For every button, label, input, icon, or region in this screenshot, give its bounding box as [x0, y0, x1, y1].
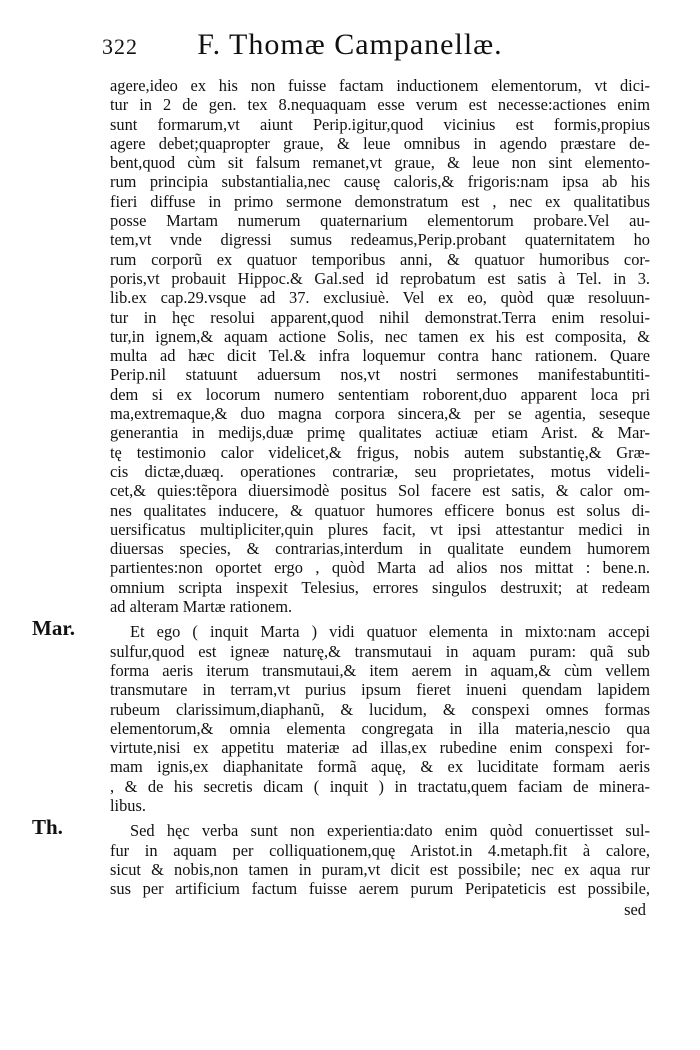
text-line: diuersas species, & contrarias,interdum in qualitate eundem humorem — [110, 539, 650, 559]
text-line: lib.ex cap.29.vsque ad 37. exclusiuè. Vel ex eo, quòd quæ resoluun- — [110, 288, 650, 308]
text-line: tur in hęc resolui apparent,quod nihil demonstrat.Terra enim resolui- — [110, 307, 650, 327]
text-line: fieri diffuse in primo sermone demonstratum est , nec ex qualitatibus — [110, 191, 650, 211]
text-line: sunt formarum,vt aiunt Perip.igitur,quod vicinius est formis,propius — [110, 114, 650, 134]
speaker-label: Th. — [32, 815, 63, 840]
text-line: Et ego ( inquit Marta ) vidi quatuor elementa in mixto:nam accepi — [130, 622, 650, 642]
paragraph — [32, 815, 650, 899]
text-line: agere debet;quapropter graue, & leue omnibus in agendo præstare de- — [110, 133, 650, 153]
text-line: sulfur,quod est igneæ naturę,& transmutaui in aquam puram: quã sub — [110, 641, 650, 661]
running-head — [40, 28, 660, 68]
text-line: nes qualitates inducere, & quatuor humores efficere bonus est solus di- — [110, 500, 650, 520]
text-line: rum principia substantialia,nec causę caloris,& frigoris:nam ipsa ab his — [110, 172, 650, 192]
main-text — [32, 76, 650, 920]
text-line: elementorum,& omnia elementa congregata in illa materia,nescio qua — [110, 718, 650, 738]
text-line: generantia in medijs,duæ primę qualitates actiuæ etiam Arist. & Mar- — [110, 423, 650, 443]
text-line: ad alteram Martæ rationem. — [110, 597, 293, 617]
text-line: mam ignis,ex diaphanitate formã aquę, & ex luciditate formam aeris — [110, 757, 650, 777]
text-line: rum corporũ ex quatuor temporibus anni, & quatuor humoribus cor- — [110, 249, 650, 269]
text-line: virtute,nisi ex appetitu materiæ ad illas,ex rubedine enim conspexi for- — [110, 738, 650, 758]
catchword: sed — [624, 900, 646, 920]
text-line: multa ad hæc dicit Tel.& infra loquemur contra hanc rationem. Quare — [110, 346, 650, 366]
text-line: posse Martam numerum quaternarium elementorum probare.Vel au- — [110, 211, 650, 231]
text-line: ma,extremaque,& duo magna corpora sincera,& per se agentia, seseque — [110, 404, 650, 424]
text-line: rubeum clarissimum,diaphanũ, & lucidum, & conspexi omnes formas — [110, 699, 650, 719]
running-title: F. Thomæ Campanellæ. — [197, 28, 503, 61]
paragraph — [32, 616, 650, 815]
text-line: forma aeris iterum transmutaui,& item aerem in aquam,& cùm vellem — [110, 660, 650, 680]
text-line: libus. — [110, 795, 146, 815]
page-number: 322 — [102, 34, 138, 59]
text-line: tę testimonio calor videlicet,& frigus, nobis autem substantię,& Græ- — [110, 442, 650, 462]
text-line: tur in 2 de gen. tex 8.nequaquam esse verum est necesse:actiones enim — [110, 95, 650, 115]
text-line: bent,quod cùm sit falsum remanet,vt graue, & leue non sint elemento- — [110, 153, 650, 173]
text-line: fur in aquam per colliquationem,quę Aristot.in 4.metaph.fit à calore, — [110, 840, 650, 860]
text-line: tur,in ignem,& aquam actione Solis, nec tamen ex his est composita, & — [110, 326, 650, 346]
text-line: dem si ex locorum numero sententiam roborent,duo apparent loca pri — [110, 384, 650, 404]
text-line: Perip.nil statuunt aduersum nos,vt nostri sermones manifestabuntiti- — [110, 365, 650, 385]
text-line: agere,ideo ex his non fuisse factam inductionem elementorum, vt dici- — [110, 76, 650, 95]
paragraph — [110, 76, 650, 616]
text-line: , & de his secretis dicam ( inquit ) in tractatu,quem faciam de minera- — [110, 776, 650, 796]
text-line: partientes:non oportet ergo , quòd Marta ad alios nos mittat : bene.n. — [110, 558, 650, 578]
text-line: Sed hęc verba sunt non experientia:dato enim quòd conuertisset sul- — [130, 821, 650, 841]
speaker-label: Mar. — [32, 616, 75, 641]
text-line: uersificatus multipliciter,quin plures facit, vt ipsi attestantur medici in — [110, 519, 650, 539]
text-line: cet,& quies:tẽpora diuersimodè positus Sol facere est satis, & calor om- — [110, 481, 650, 501]
text-line: poris,vt probauit Hippoc.& Gal.sed id reprobatum est satis à Tel. in 3. — [110, 268, 650, 288]
text-line: sus per artificium factum fuisse aerem purum Peripateticis est possibile, — [110, 879, 650, 899]
text-line: omnium scripta inspexit Telesius, errores singulos destruxit; at redeam — [110, 577, 650, 597]
text-line: transmutare in terram,vt purius ipsum fieret inueni quendam lapidem — [110, 680, 650, 700]
text-line: cis dictæ,duæq. operationes contrariæ, seu proprietates, motus videli- — [110, 461, 650, 481]
text-line: sicut & nobis,non tamen in puram,vt dicit est possibile; nec ex aqua rur — [110, 859, 650, 879]
text-line: tem,vt vnde digressi sumus redeamus,Perip.probant quaternitatem ho — [110, 230, 650, 250]
